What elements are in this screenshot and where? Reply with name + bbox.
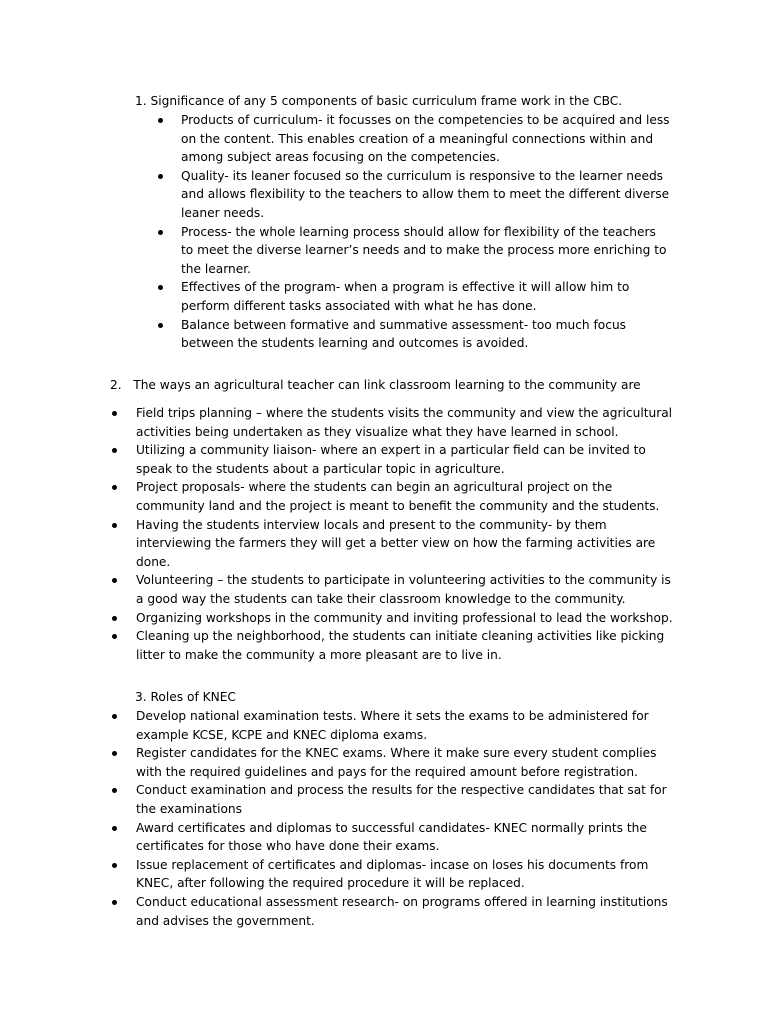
list-item: Project proposals- where the students can begin an agricultural project on the community land and the project is meant to benefit the community and the students. [136, 478, 681, 515]
section-2-bullet-list [136, 404, 681, 664]
section-1-heading: 1. Significance of any 5 components of basic curriculum frame work in the CBC. [135, 94, 623, 108]
list-item: Volunteering – the students to participate in volunteering activities to the community is a good way the students can take their classroom knowledge to the community. [136, 571, 681, 608]
list-item: Having the students interview locals and present to the community- by them interviewing the farmers they will get a better view on how the farming activities are done. [136, 516, 681, 572]
section-3-bullet-list [136, 707, 681, 930]
list-item: Balance between formative and summative assessment- too much focus between the students learning and outcomes is avoided. [181, 316, 671, 353]
list-item: Utilizing a community liaison- where an expert in a particular field can be invited to speak to the students about a particular topic in agriculture. [136, 441, 681, 478]
list-item: Quality- its leaner focused so the curriculum is responsive to the learner needs and allows flexibility to the teachers to allow them to meet the different diverse leaner needs. [181, 167, 671, 223]
list-item: Organizing workshops in the community and inviting professional to lead the workshop. [136, 609, 681, 628]
section-1-bullet-list [181, 111, 671, 353]
list-item: Field trips planning – where the students visits the community and view the agricultural activities being undertaken as they visualize what they have learned in school. [136, 404, 681, 441]
section-3-heading: 3. Roles of KNEC [135, 690, 236, 704]
list-item: Conduct examination and process the results for the respective candidates that sat for the examinations [136, 781, 681, 818]
list-item: Award certificates and diplomas to successful candidates- KNEC normally prints the certificates for those who have done their exams. [136, 819, 681, 856]
list-item: Issue replacement of certificates and diplomas- incase on loses his documents from KNEC, after following the required procedure it will be replaced. [136, 856, 681, 893]
section-2-heading: 2. The ways an agricultural teacher can link classroom learning to the community are [110, 378, 641, 392]
list-item: Products of curriculum- it focusses on the competencies to be acquired and less on the content. This enables creation of a meaningful connections within and among subject areas focusing on the competencies. [181, 111, 671, 167]
list-item: Effectives of the program- when a program is effective it will allow him to perform different tasks associated with what he has done. [181, 278, 671, 315]
list-item: Process- the whole learning process should allow for flexibility of the teachers to meet the diverse learner’s needs and to make the process more enriching to the learner. [181, 223, 671, 279]
list-item: Conduct educational assessment research- on programs offered in learning institutions and advises the government. [136, 893, 681, 930]
list-item: Register candidates for the KNEC exams. Where it make sure every student complies with the required guidelines and pays for the required amount before registration. [136, 744, 681, 781]
list-item: Develop national examination tests. Where it sets the exams to be administered for example KCSE, KCPE and KNEC diploma exams. [136, 707, 681, 744]
list-item: Cleaning up the neighborhood, the students can initiate cleaning activities like picking litter to make the community a more pleasant are to live in. [136, 627, 681, 664]
